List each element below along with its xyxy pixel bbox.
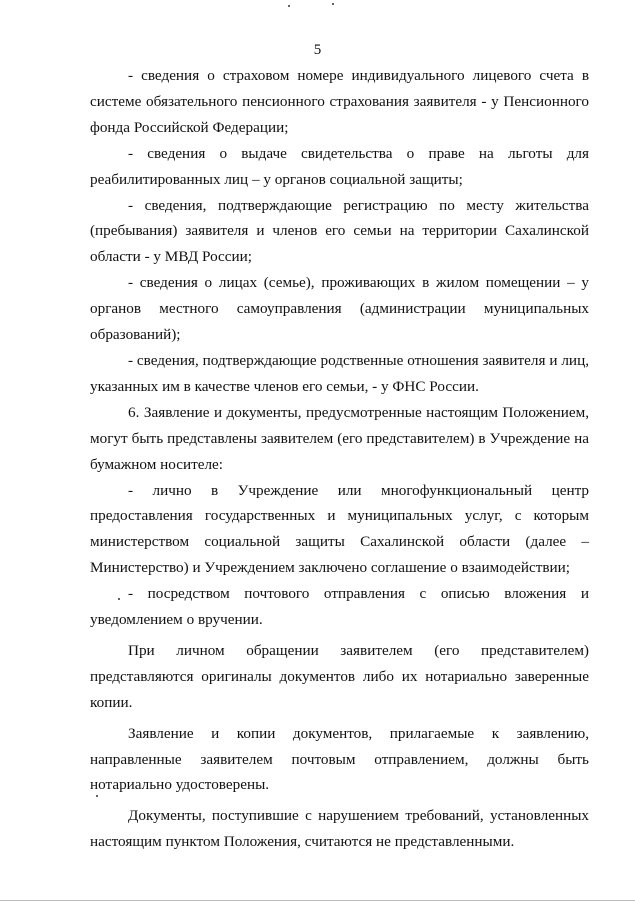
paragraph-not-submitted: Документы, поступившие с нарушением требований, установленных настоящим пунктом Положения, считаются не представленными. [90, 807, 589, 851]
paragraph-section-6: 6. Заявление и документы, предусмотренные настоящим Положением, могут быть представлены заявителем (его представителем) в Учреждение на бумажном носителе: [90, 403, 589, 473]
paragraph-residents: - сведения о лицах (семье), проживающих в жилом помещении – у органов местного самоуправления (администрации муниципальных образований); [90, 274, 589, 344]
scan-speck [288, 5, 290, 7]
page-number: 5 [313, 42, 322, 58]
scan-edge-line [0, 900, 635, 901]
paragraph-registration: - сведения, подтверждающие регистрацию по месту жительства (пребывания) заявителя и членов его семьи на территории Сахалинской области - у МВД России; [90, 196, 589, 266]
paragraph-by-mail: - посредством почтового отправления с описью вложения и уведомлением о вручении. [90, 585, 589, 629]
paragraph-notarized: Заявление и копии документов, прилагаемые к заявлению, направленные заявителем почтовым отправлением, должны быть нотариально удостоверены. [90, 724, 589, 794]
scan-speck [332, 3, 334, 5]
paragraph-originals: При личном обращении заявителем (его представителем) представляются оригиналы документов либо их нотариально заверенные копии. [90, 641, 589, 711]
paragraph-pension-fund: - сведения о страховом номере индивидуального лицевого счета в системе обязательного пенсионного страхования заявителя - у Пенсионного фонда Российской Федерации; [90, 67, 589, 136]
scan-speck [96, 795, 98, 797]
scan-speck [118, 598, 120, 600]
paragraph-in-person: - лично в Учреждение или многофункциональный центр предоставления государственных и муниципальных услуг, с которым министерством социальной защиты Сахалинской области (далее – Министерство) и Учреждением заключено соглашение о взаимодействии; [90, 481, 589, 577]
paragraph-kinship: - сведения, подтверждающие родственные отношения заявителя и лиц, указанных им в качестве членов его семьи, - у ФНС России. [90, 351, 589, 395]
paragraph-rehabilitated: - сведения о выдаче свидетельства о праве на льготы для реабилитированных лиц – у органов социальной защиты; [90, 144, 589, 188]
document-body [90, 63, 589, 855]
